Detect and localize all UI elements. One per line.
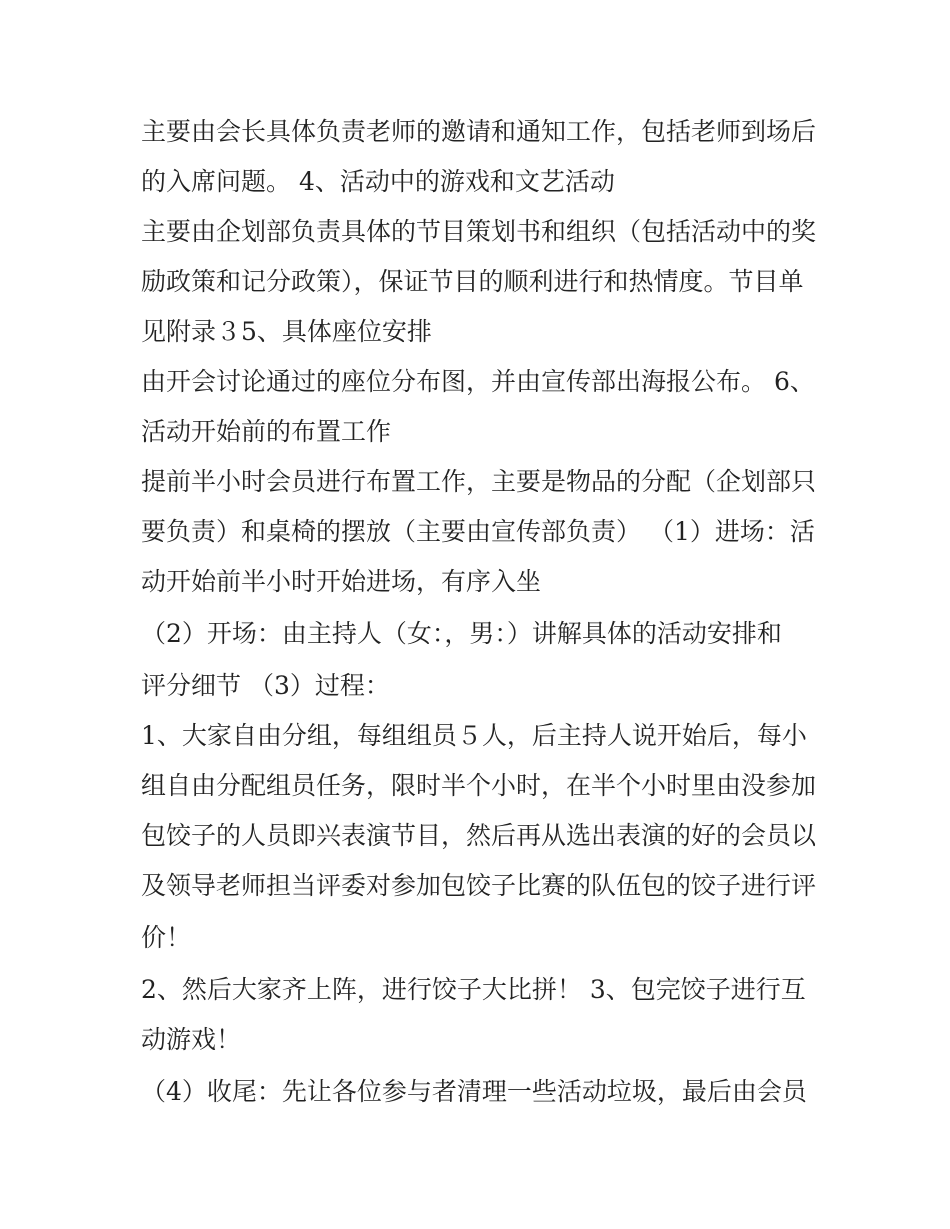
text-line: 励政策和记分政策），保证节目的顺利进行和热情度。节目单 (141, 267, 804, 296)
text-line: 评分细节 （3）过程： (141, 671, 390, 700)
text-line: 见附录３5、具体座位安排 (141, 317, 432, 346)
text-line: 主要由企划部负责具体的节目策划书和组织（包括活动中的奖 (141, 217, 817, 246)
text-line: （4）收尾：先让各位参与者清理一些活动垃圾，最后由会员 (141, 1077, 807, 1106)
text-line: 包饺子的人员即兴表演节目，然后再从选出表演的好的会员以 (141, 821, 817, 850)
text-line: 及领导老师担当评委对参加包饺子比赛的队伍包的饺子进行评 (141, 871, 817, 900)
text-line: 价！ (141, 923, 192, 952)
text-line: 活动开始前的布置工作 (141, 417, 392, 446)
text-line: 提前半小时会员进行布置工作，主要是物品的分配（企划部只 (141, 467, 817, 496)
text-line: 2、然后大家齐上阵，进行饺子大比拼！ 3、包完饺子进行互 (141, 975, 806, 1004)
text-line: 动开始前半小时开始进场，有序入坐 (141, 567, 542, 596)
text-line: 1、大家自由分组，每组组员５人，后主持人说开始后，每小 (141, 721, 807, 750)
text-line: 组自由分配组员任务，限时半个小时，在半个小时里由没参加 (141, 771, 817, 800)
text-line: 动游戏！ (141, 1025, 242, 1054)
text-line: 要负责）和桌椅的摆放（主要由宣传部负责） （1）进场：活 (141, 517, 815, 546)
text-line: 主要由会长具体负责老师的邀请和通知工作，包括老师到场后 (141, 117, 817, 146)
text-line: （2）开场：由主持人（女：，男：）讲解具体的活动安排和 (141, 619, 782, 648)
text-line: 的入席问题。 4、活动中的游戏和文艺活动 (141, 167, 615, 196)
text-line: 由开会讨论通过的座位分布图，并由宣传部出海报公布。 6、 (141, 367, 815, 396)
